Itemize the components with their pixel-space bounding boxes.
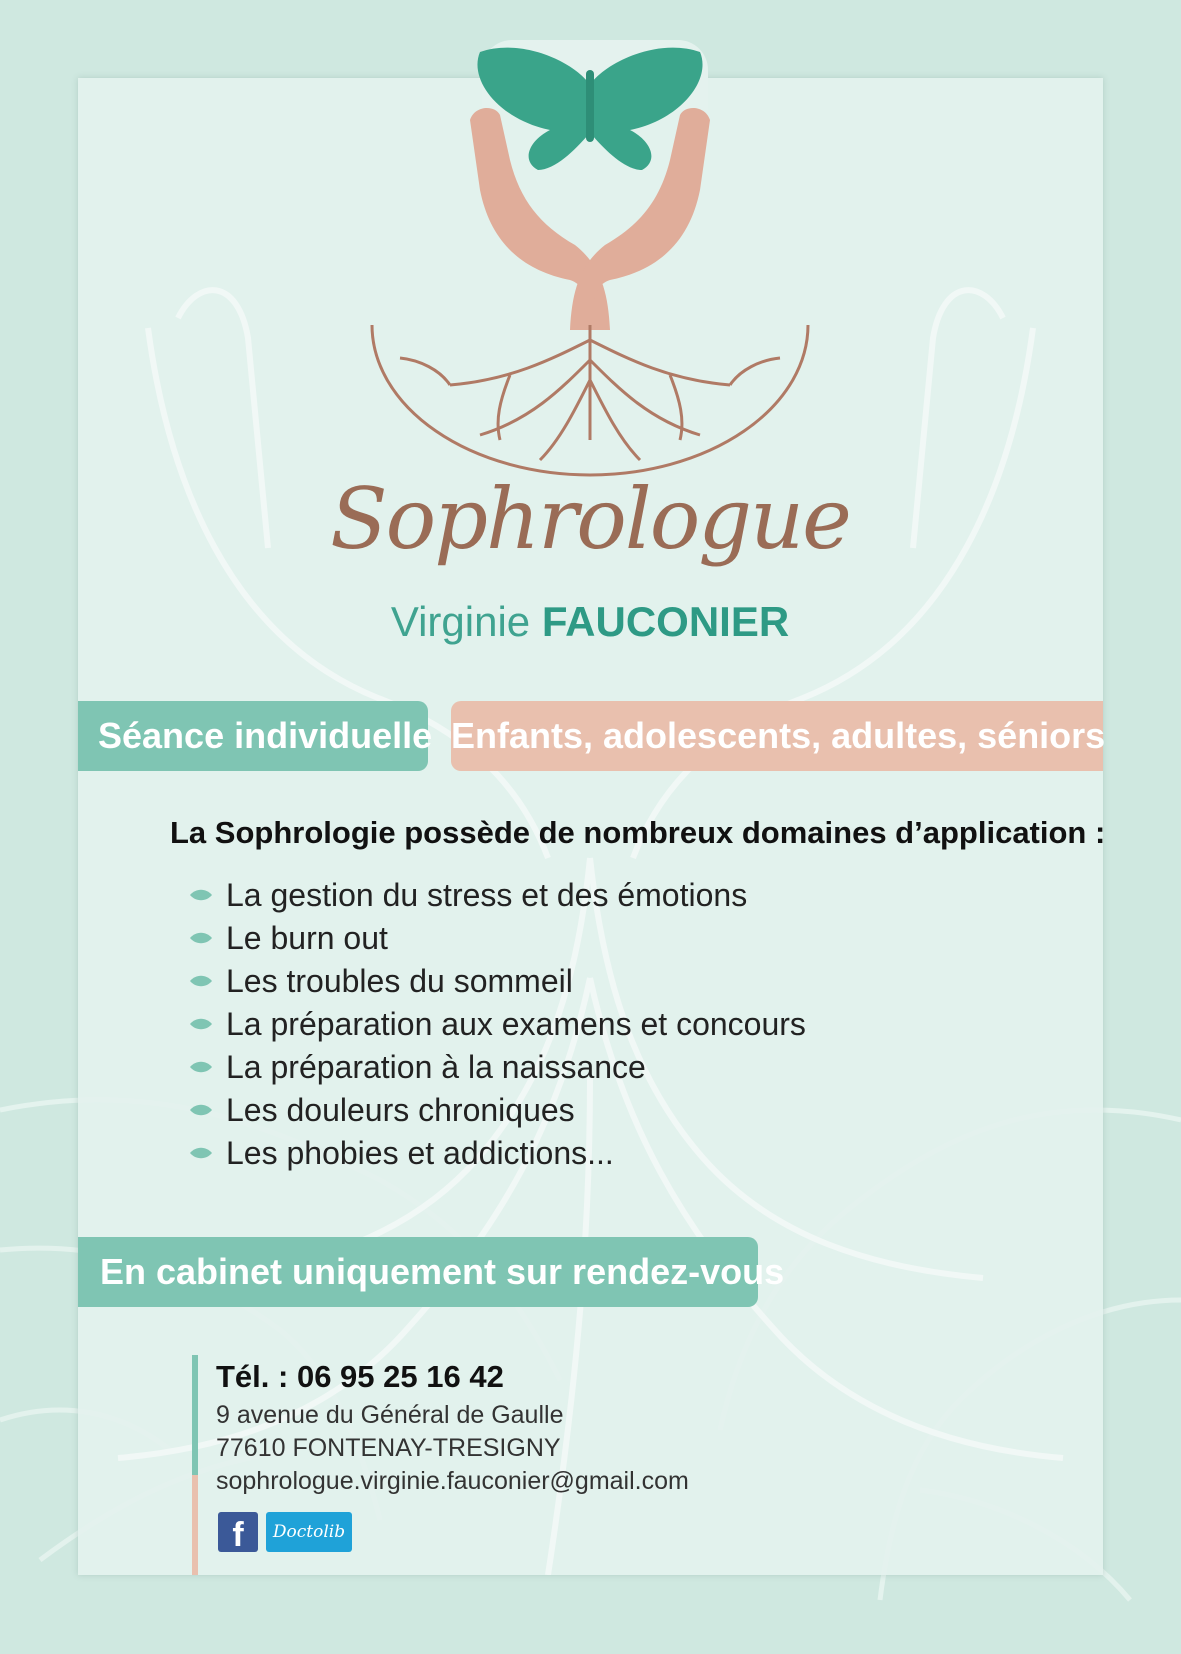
leaf-bullet-icon bbox=[190, 931, 212, 945]
list-item bbox=[190, 1003, 806, 1046]
address-street: 9 avenue du Général de Gaulle bbox=[216, 1401, 564, 1429]
list-item-label: La préparation à la naissance bbox=[226, 1049, 646, 1085]
applications-intro: La Sophrologie possède de nombreux domaines d’application : bbox=[170, 815, 1106, 850]
last-name: FAUCONIER bbox=[541, 598, 790, 645]
appointment-band: En cabinet uniquement sur rendez-vous bbox=[78, 1237, 758, 1307]
list-item bbox=[190, 1132, 806, 1175]
contact-accent-bar bbox=[192, 1475, 198, 1575]
leaf-bullet-icon bbox=[190, 1103, 212, 1117]
audience-band: Enfants, adolescents, adultes, séniors bbox=[451, 701, 1103, 771]
list-item-label: La préparation aux examens et concours bbox=[226, 1006, 806, 1042]
leaf-bullet-icon bbox=[190, 1146, 212, 1160]
leaf-bullet-icon bbox=[190, 1017, 212, 1031]
list-item-label: Les troubles du sommeil bbox=[226, 963, 573, 999]
leaf-bullet-icon bbox=[190, 888, 212, 902]
facebook-icon[interactable]: f bbox=[218, 1512, 258, 1552]
session-band: Séance individuelle bbox=[78, 701, 428, 771]
list-item bbox=[190, 917, 806, 960]
list-item bbox=[190, 874, 806, 917]
address-city: 77610 FONTENAY-TRESIGNY bbox=[216, 1434, 561, 1462]
list-item bbox=[190, 960, 806, 1003]
butterfly-hands-roots-logo bbox=[350, 40, 830, 480]
list-item bbox=[190, 1046, 806, 1089]
list-item-label: Le burn out bbox=[226, 920, 388, 956]
phone-number[interactable]: Tél. : 06 95 25 16 42 bbox=[216, 1359, 504, 1394]
email-address[interactable]: sophrologue.virginie.fauconier@gmail.com bbox=[216, 1467, 689, 1495]
list-item-label: Les phobies et addictions... bbox=[226, 1135, 614, 1171]
first-name: Virginie bbox=[390, 598, 531, 645]
list-item-label: La gestion du stress et des émotions bbox=[226, 877, 748, 913]
leaf-bullet-icon bbox=[190, 1060, 212, 1074]
leaf-bullet-icon bbox=[190, 974, 212, 988]
doctolib-button[interactable]: Doctolib bbox=[266, 1512, 352, 1552]
contact-block bbox=[192, 1355, 689, 1575]
applications-list bbox=[190, 874, 806, 1175]
practitioner-name bbox=[330, 598, 850, 646]
list-item-label: Les douleurs chroniques bbox=[226, 1092, 575, 1128]
list-item bbox=[190, 1089, 806, 1132]
page-title: Sophrologue bbox=[330, 470, 850, 568]
